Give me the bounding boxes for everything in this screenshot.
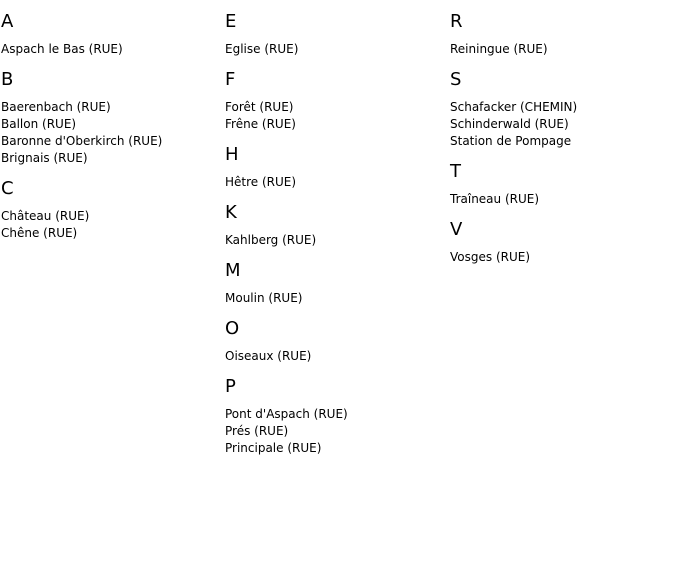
street-link[interactable]: Traîneau (RUE) xyxy=(450,192,540,206)
street-item xyxy=(450,116,670,133)
street-link[interactable]: Prés (RUE) xyxy=(225,424,289,438)
letter-heading: H xyxy=(225,144,239,165)
street-list xyxy=(1,208,221,242)
letter-group-a xyxy=(1,13,221,58)
street-list xyxy=(1,99,221,167)
street-item xyxy=(225,406,445,423)
letter-heading: C xyxy=(1,178,14,199)
street-link[interactable]: Hêtre (RUE) xyxy=(225,175,297,189)
street-link[interactable]: Station de Pompage xyxy=(450,134,572,148)
street-list xyxy=(450,99,670,150)
letter-group-f xyxy=(225,71,445,133)
street-item xyxy=(450,99,670,116)
letter-heading: O xyxy=(225,318,240,339)
street-item xyxy=(1,133,221,150)
street-link[interactable]: Pont d'Aspach (RUE) xyxy=(225,407,348,421)
street-link[interactable]: Baerenbach (RUE) xyxy=(1,100,111,114)
letter-heading: E xyxy=(225,11,237,32)
street-list xyxy=(1,41,221,58)
letter-group-o xyxy=(225,320,445,365)
street-link[interactable]: Brignais (RUE) xyxy=(1,151,88,165)
letter-group-t xyxy=(450,163,670,208)
letter-heading: F xyxy=(225,69,236,90)
letter-heading: K xyxy=(225,202,237,223)
street-item xyxy=(1,116,221,133)
street-list xyxy=(225,174,445,191)
street-link[interactable]: Eglise (RUE) xyxy=(225,42,299,56)
street-item xyxy=(225,440,445,457)
index-column-1 xyxy=(1,0,221,255)
letter-group-v xyxy=(450,221,670,266)
street-item xyxy=(450,249,670,266)
street-item xyxy=(225,290,445,307)
street-link[interactable]: Schafacker (CHEMIN) xyxy=(450,100,578,114)
letter-group-r xyxy=(450,13,670,58)
street-link[interactable]: Vosges (RUE) xyxy=(450,250,531,264)
letter-group-k xyxy=(225,204,445,249)
street-list xyxy=(450,41,670,58)
letter-group-s xyxy=(450,71,670,150)
street-item xyxy=(450,191,670,208)
letter-heading: V xyxy=(450,219,463,240)
street-list xyxy=(225,290,445,307)
letter-group-e xyxy=(225,13,445,58)
letter-group-m xyxy=(225,262,445,307)
street-item xyxy=(225,99,445,116)
street-item xyxy=(225,41,445,58)
street-item xyxy=(225,174,445,191)
street-item xyxy=(225,423,445,440)
street-list xyxy=(225,406,445,457)
street-list xyxy=(225,41,445,58)
street-item xyxy=(1,41,221,58)
street-item xyxy=(225,232,445,249)
street-link[interactable]: Kahlberg (RUE) xyxy=(225,233,317,247)
street-link[interactable]: Chêne (RUE) xyxy=(1,226,78,240)
street-list xyxy=(225,232,445,249)
street-item xyxy=(1,150,221,167)
index-column-2 xyxy=(225,0,445,470)
letter-group-c xyxy=(1,180,221,242)
street-link[interactable]: Forêt (RUE) xyxy=(225,100,294,114)
street-link[interactable]: Schinderwald (RUE) xyxy=(450,117,569,131)
index-column-3 xyxy=(450,0,670,279)
street-list xyxy=(450,191,670,208)
street-list xyxy=(450,249,670,266)
street-list xyxy=(225,99,445,133)
street-link[interactable]: Principale (RUE) xyxy=(225,441,322,455)
street-link[interactable]: Château (RUE) xyxy=(1,209,90,223)
letter-heading: P xyxy=(225,376,236,397)
letter-group-b xyxy=(1,71,221,167)
letter-heading: A xyxy=(1,11,14,32)
street-item xyxy=(450,41,670,58)
street-item xyxy=(225,348,445,365)
street-item xyxy=(1,99,221,116)
street-link[interactable]: Moulin (RUE) xyxy=(225,291,303,305)
letter-group-p xyxy=(225,378,445,457)
street-link[interactable]: Ballon (RUE) xyxy=(1,117,77,131)
street-link[interactable]: Aspach le Bas (RUE) xyxy=(1,42,123,56)
letter-heading: R xyxy=(450,11,463,32)
street-link[interactable]: Frêne (RUE) xyxy=(225,117,296,131)
letter-group-h xyxy=(225,146,445,191)
street-item xyxy=(1,225,221,242)
street-item xyxy=(225,116,445,133)
street-list xyxy=(225,348,445,365)
letter-heading: B xyxy=(1,69,14,90)
letter-heading: T xyxy=(450,161,461,182)
street-item xyxy=(450,133,670,150)
street-item xyxy=(1,208,221,225)
letter-heading: M xyxy=(225,260,241,281)
street-link[interactable]: Baronne d'Oberkirch (RUE) xyxy=(1,134,163,148)
street-link[interactable]: Reiningue (RUE) xyxy=(450,42,548,56)
letter-heading: S xyxy=(450,69,462,90)
street-link[interactable]: Oiseaux (RUE) xyxy=(225,349,312,363)
